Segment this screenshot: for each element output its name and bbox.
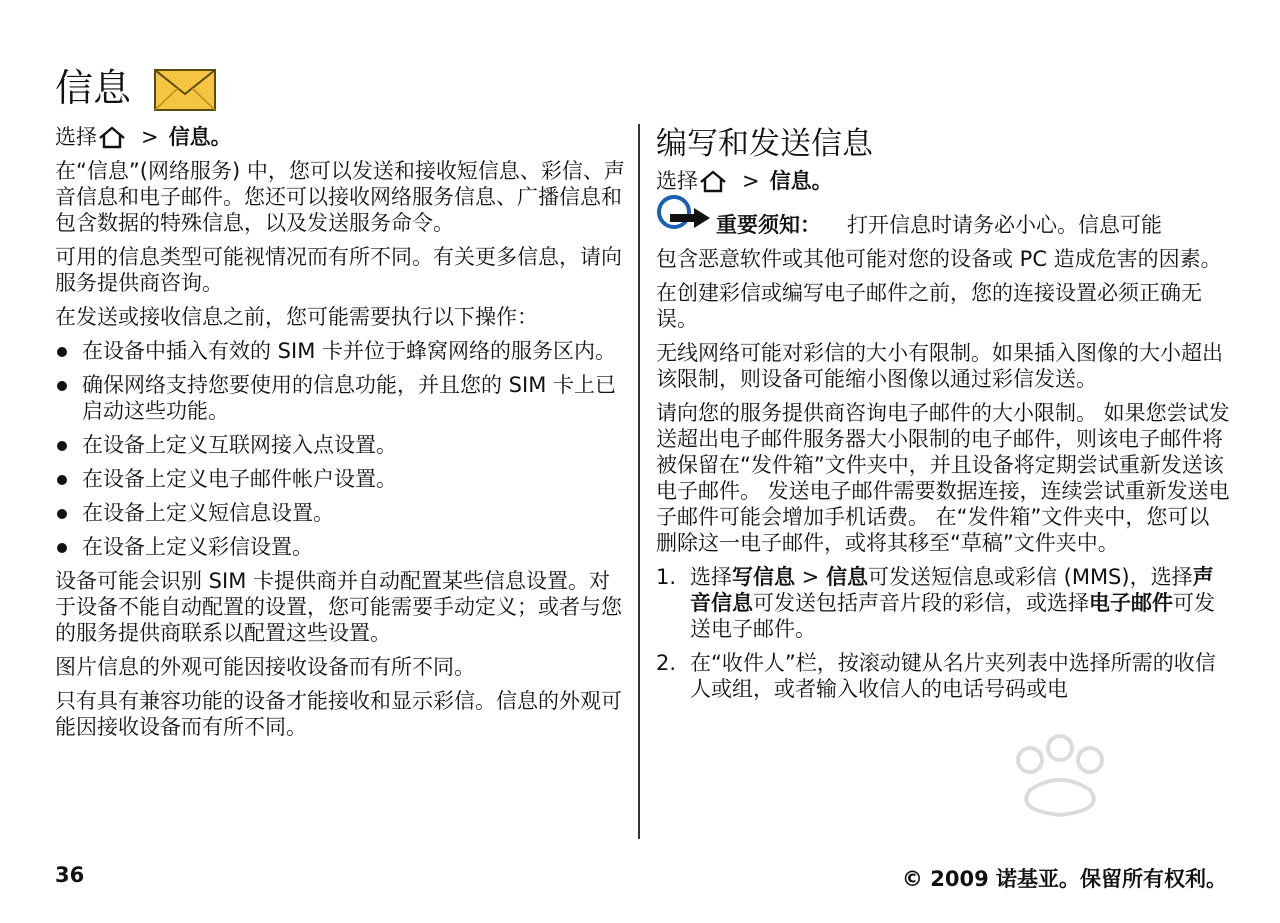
list-item: 确保网络支持您要使用的信息功能，并且您的 SIM 卡上已启动这些功能。	[55, 372, 625, 424]
email-paragraph: 请向您的服务提供商咨询电子邮件的大小限制。 如果您尝试发送超出电子邮件服务器大小限制的电子邮件，则该电子邮件将被保留在“发件箱”文件夹中，并且设备将定期尝试重新发送该电子邮件。 发送电子邮件需要数据连接，连续尝试重新发送电子邮件可能会增加手机话费。 在“发件箱”文件夹中，您可以删除这一电子邮件，或将其移至“草稿”文件夹中。	[656, 401, 1230, 555]
important-line-2: 包含恶意软件或其他可能对您的设备或 PC 造成危害的因素。	[656, 247, 1222, 271]
picture-paragraph: 图片信息的外观可能因接收设备而有所不同。	[55, 655, 475, 679]
select-target: 信息。	[168, 125, 232, 149]
watermark	[880, 730, 1210, 860]
page-title: 信息	[55, 66, 132, 110]
bullet-icon	[57, 543, 67, 553]
select-path	[55, 124, 625, 150]
before-paragraph: 在发送或接收信息之前，您可能需要执行以下操作：	[55, 305, 538, 329]
intro-paragraph: 在“信息”(网络服务) 中，您可以发送和接收短信息、彩信、声音信息和电子邮件。您还可以接收网络服务信息、广播信息和包含数据的特殊信息，以及发送服务命令。	[55, 159, 625, 235]
list-item: 在设备上定义电子邮件帐户设置。	[55, 466, 625, 492]
size-paragraph: 无线网络可能对彩信的大小有限制。如果插入图像的大小超出该限制，则设备可能缩小图像以通过彩信发送。	[656, 341, 1223, 391]
list-item: 在设备上定义互联网接入点设置。	[55, 432, 625, 458]
select-target: 信息。	[769, 169, 833, 193]
list-item: 在设备中插入有效的 SIM 卡并位于蜂窝网络的服务区内。	[55, 338, 625, 364]
column-divider	[638, 124, 640, 839]
list-item: 在设备上定义短信息设置。	[55, 500, 625, 526]
important-label: 重要须知：	[716, 213, 821, 237]
select-separator: >	[141, 125, 159, 149]
important-note	[656, 212, 1230, 238]
step-number: 2.	[656, 651, 677, 675]
important-icon	[656, 194, 716, 234]
bullet-icon	[57, 347, 67, 357]
section-heading: 编写和发送信息	[656, 126, 873, 162]
bullet-icon	[57, 475, 67, 485]
home-icon	[97, 124, 127, 150]
mms-paragraph: 只有具有兼容功能的设备才能接收和显示彩信。信息的外观可能因接收设备而有所不同。	[55, 689, 622, 739]
steps-list	[656, 564, 1230, 702]
select-path	[656, 168, 1230, 194]
requirements-list	[55, 338, 625, 560]
list-item: 2. 在“收件人”栏，按滚动键从名片夹列表中选择所需的收信人或组，或者输入收信人的电话号码或电	[656, 651, 1216, 701]
home-icon	[698, 168, 728, 194]
left-column	[55, 124, 625, 748]
select-prefix: 选择	[656, 169, 698, 193]
important-line-1: 重要须知： 打开信息时请务必小心。信息可能	[716, 213, 1162, 237]
bullet-icon	[57, 441, 67, 451]
auto-config-paragraph: 设备可能会识别 SIM 卡提供商并自动配置某些信息设置。对于设备不能自动配置的设置，您可能需要手动定义；或者与您的服务提供商联系以配置这些设置。	[55, 569, 622, 645]
copyright: © 2009 诺基亚。保留所有权利。	[901, 867, 1227, 891]
list-item: 1. 选择写信息 > 信息可发送短信息或彩信 (MMS)，选择声音信息可发送包括声音片段的彩信，或选择电子邮件可发送电子邮件。	[656, 565, 1215, 641]
bullet-icon	[57, 381, 67, 391]
list-item: 在设备上定义彩信设置。	[55, 534, 625, 560]
step-number: 1.	[656, 565, 677, 589]
select-separator: >	[742, 169, 760, 193]
types-paragraph: 可用的信息类型可能视情况而有所不同。有关更多信息，请向服务提供商咨询。	[55, 245, 622, 295]
connection-paragraph: 在创建彩信或编写电子邮件之前，您的连接设置必须正确无误。	[656, 281, 1202, 331]
right-column	[656, 124, 1230, 710]
bullet-icon	[57, 509, 67, 519]
envelope-icon	[154, 69, 216, 111]
page-number: 36	[55, 863, 85, 887]
select-prefix: 选择	[55, 125, 97, 149]
